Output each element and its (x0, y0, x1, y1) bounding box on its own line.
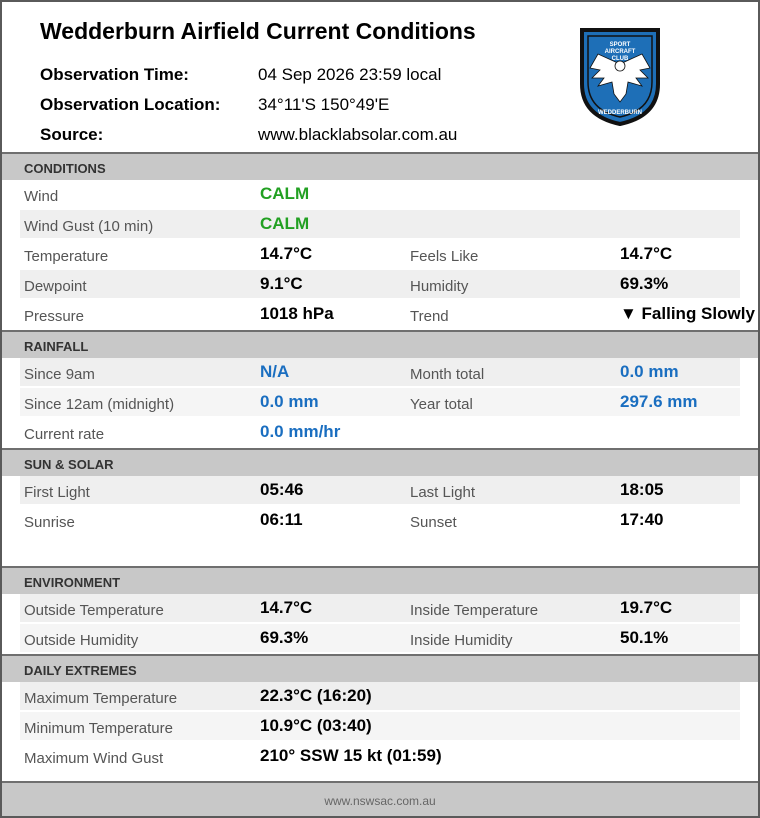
row-pressure (2, 300, 758, 330)
outside-humidity-value: 69.3% (260, 628, 309, 647)
svg-text:AIRCRAFT: AIRCRAFT (604, 49, 636, 55)
inside-temperature-value: 19.7°C (620, 598, 673, 617)
sunrise-value: 06:11 (260, 510, 303, 529)
max-temperature-label: Maximum Temperature (24, 690, 178, 707)
since-9am-value: N/A (260, 362, 290, 381)
row-min-temperature (2, 712, 758, 742)
observation-time-value: 04 Sep 2026 23:59 local (258, 65, 442, 84)
club-logo-icon (576, 24, 664, 128)
row-dewpoint (2, 270, 758, 300)
min-temperature-value: 10.9°C (03:40) (260, 716, 372, 735)
observation-location-label: Observation Location: (40, 95, 221, 114)
first-light-value: 05:46 (260, 480, 304, 499)
svg-text:CLUB: CLUB (611, 56, 629, 62)
section-sun-solar: SUN & SOLAR (2, 448, 758, 476)
inside-humidity-label: Inside Humidity (410, 632, 513, 649)
temperature-label: Temperature (24, 248, 109, 265)
page-title: Wedderburn Airfield Current Conditions (40, 18, 476, 44)
current-rate-value: 0.0 mm/hr (260, 422, 341, 441)
min-temperature-label: Minimum Temperature (24, 720, 173, 737)
max-wind-gust-label: Maximum Wind Gust (24, 750, 164, 767)
observation-time-label: Observation Time: (40, 65, 189, 84)
since-midnight-label: Since 12am (midnight) (24, 396, 175, 413)
inside-temperature-label: Inside Temperature (410, 602, 539, 619)
trend-value: ▼ Falling Slowly (620, 304, 755, 323)
outside-humidity-label: Outside Humidity (24, 632, 139, 649)
outside-temperature-label: Outside Temperature (24, 602, 164, 619)
last-light-value: 18:05 (620, 480, 664, 499)
row-temperature (2, 240, 758, 270)
month-total-label: Month total (410, 366, 485, 383)
wind-value: CALM (260, 184, 310, 203)
section-rainfall: RAINFALL (2, 330, 758, 358)
row-max-wind-gust (2, 742, 758, 772)
humidity-value: 69.3% (620, 274, 669, 293)
svg-text:SPORT: SPORT (609, 42, 631, 48)
row-blank (2, 536, 758, 566)
humidity-label: Humidity (410, 278, 469, 295)
section-daily-extremes: DAILY EXTREMES (2, 654, 758, 682)
since-9am-label: Since 9am (24, 366, 95, 383)
row-outside-temperature (2, 594, 758, 624)
last-light-label: Last Light (410, 484, 476, 501)
wind-gust-value: CALM (260, 214, 310, 233)
sunset-value: 17:40 (620, 510, 664, 529)
dewpoint-value: 9.1°C (260, 274, 303, 293)
first-light-label: First Light (24, 484, 90, 501)
pressure-value: 1018 hPa (260, 304, 334, 323)
outside-temperature-value: 14.7°C (260, 598, 313, 617)
year-total-label: Year total (410, 396, 473, 413)
header (2, 2, 758, 152)
source-value: www.blacklabsolar.com.au (258, 125, 458, 144)
feels-like-label: Feels Like (410, 248, 479, 265)
row-wind (2, 180, 758, 210)
temperature-value: 14.7°C (260, 244, 313, 263)
year-total-value: 297.6 mm (620, 392, 698, 411)
row-sunrise (2, 506, 758, 536)
row-outside-humidity (2, 624, 758, 654)
trend-label: Trend (410, 308, 449, 325)
observation-location-value: 34°11'S 150°49'E (258, 95, 390, 114)
row-max-temperature (2, 682, 758, 712)
section-environment: ENVIRONMENT (2, 566, 758, 594)
row-wind-gust (2, 210, 758, 240)
svg-text:WEDDERBURN: WEDDERBURN (598, 110, 642, 116)
pressure-label: Pressure (24, 308, 85, 325)
sunset-label: Sunset (410, 514, 457, 531)
row-first-light (2, 476, 758, 506)
row-since-9am (2, 358, 758, 388)
wind-gust-label: Wind Gust (10 min) (24, 218, 154, 235)
inside-humidity-value: 50.1% (620, 628, 669, 647)
sunrise-label: Sunrise (24, 514, 75, 531)
current-rate-label: Current rate (24, 426, 105, 443)
dewpoint-label: Dewpoint (24, 278, 87, 295)
month-total-value: 0.0 mm (620, 362, 679, 381)
section-conditions: CONDITIONS (2, 152, 758, 180)
source-label: Source: (40, 125, 104, 144)
max-temperature-value: 22.3°C (16:20) (260, 686, 372, 705)
since-midnight-value: 0.0 mm (260, 392, 319, 411)
feels-like-value: 14.7°C (620, 244, 673, 263)
footer-link[interactable]: www.nswsac.com.au (2, 781, 758, 816)
row-since-midnight (2, 388, 758, 418)
row-current-rate (2, 418, 758, 448)
max-wind-gust-value: 210° SSW 15 kt (01:59) (260, 746, 442, 765)
wind-label: Wind (24, 188, 59, 205)
